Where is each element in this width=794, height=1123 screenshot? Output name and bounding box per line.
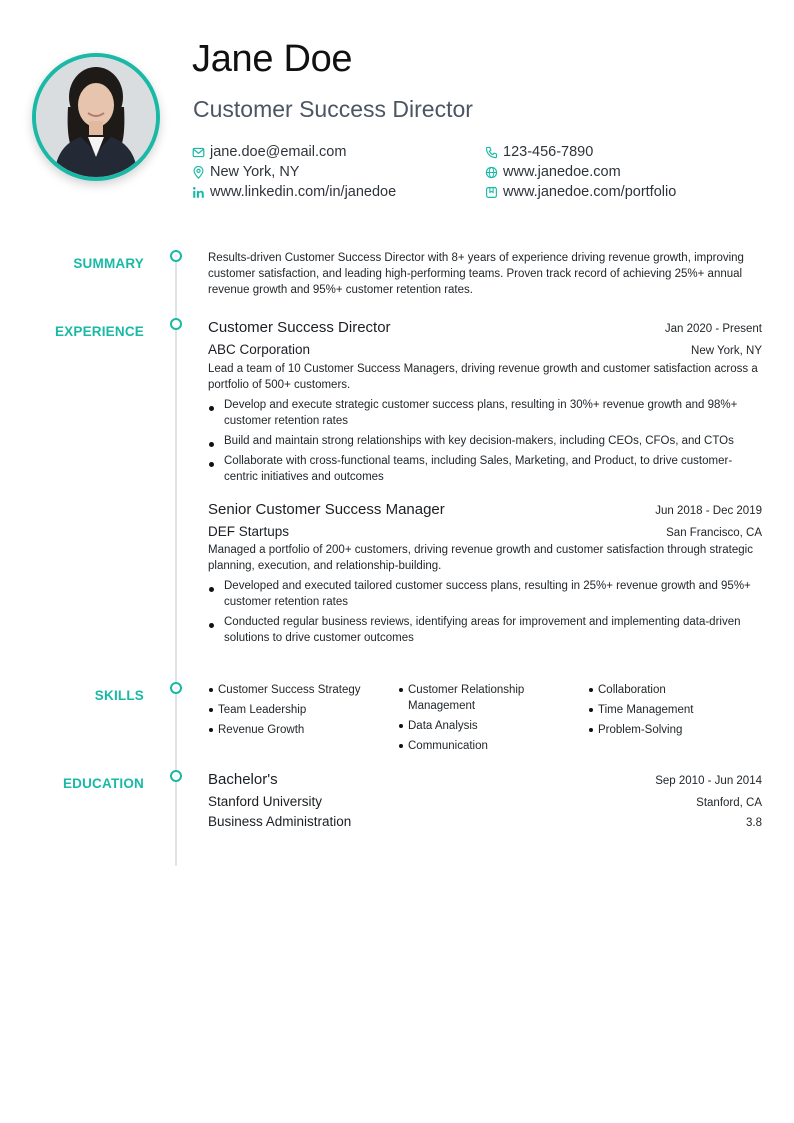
experience-section (208, 319, 762, 646)
linkedin-icon (192, 186, 205, 199)
location-text: New York, NY (210, 164, 300, 180)
timeline-dot-experience (170, 318, 182, 330)
job-location: New York, NY (691, 345, 762, 357)
job-title: Customer Success Director (208, 319, 391, 336)
job-company: DEF Startups (208, 524, 290, 539)
job-description: Managed a portfolio of 200+ customers, driving revenue growth and customer satisfaction through strategic planning, execution, and relationship-building. (208, 544, 753, 572)
skill-item: Collaboration (588, 682, 762, 698)
candidate-name: Jane Doe (192, 38, 353, 80)
job-title: Senior Customer Success Manager (208, 501, 445, 518)
job-dates: Jun 2018 - Dec 2019 (655, 505, 762, 517)
education-section (208, 771, 762, 829)
list-item: Conducted regular business reviews, identifying areas for improvement and implementing data-driven solutions to drive customer outcomes (208, 614, 762, 646)
contact-email[interactable] (192, 142, 346, 162)
list-item: Build and maintain strong relationships with key decision-makers, including CEOs, CFOs, and CTOs (208, 433, 762, 449)
section-label-education: EDUCATION (62, 776, 144, 791)
job-location: San Francisco, CA (666, 527, 762, 539)
section-label-skills: SKILLS (94, 688, 144, 703)
section-label-experience: EXPERIENCE (54, 324, 144, 339)
job-bullets (208, 578, 762, 646)
skill-item: Customer Relationship Management (398, 682, 548, 714)
skill-item: Time Management (588, 702, 762, 718)
website-text: www.janedoe.com (503, 164, 621, 180)
timeline-dot-skills (170, 682, 182, 694)
timeline-dot-summary (170, 250, 182, 262)
avatar (36, 57, 156, 177)
list-item: Develop and execute strategic customer success plans, resulting in 30%+ revenue growth and 98%+ customer retention rates (208, 397, 762, 429)
section-label-summary: SUMMARY (73, 256, 144, 271)
contact-location (192, 162, 299, 182)
list-item: Developed and executed tailored customer success plans, resulting in 25%+ revenue growth and 95%+ customer retention rates (208, 578, 762, 610)
skills-section (208, 682, 762, 758)
summary-text: Results-driven Customer Success Director with 8+ years of experience driving revenue growth, improving customer satisfaction, and leading high-performing teams. Proven track record of achieving 25%+ annual revenue growth and 95%+ customer retention rates. (208, 252, 744, 296)
job-company: ABC Corporation (208, 342, 311, 357)
job-description: Lead a team of 10 Customer Success Managers, driving revenue growth and customer satisfaction across a portfolio of 500+ customers. (208, 363, 758, 391)
portfolio-text: www.janedoe.com/portfolio (503, 184, 677, 200)
phone-icon (485, 146, 498, 159)
mail-icon (192, 146, 205, 159)
contact-portfolio[interactable] (485, 182, 676, 202)
timeline-dot-education (170, 770, 182, 782)
degree: Bachelor's (208, 771, 278, 788)
skill-item: Revenue Growth (208, 722, 398, 738)
summary-section (208, 250, 762, 298)
phone-text: 123-456-7890 (503, 144, 594, 160)
email-text: jane.doe@email.com (210, 144, 347, 160)
gpa: 3.8 (746, 817, 762, 829)
job-bullets (208, 397, 762, 485)
job-entry (208, 319, 762, 485)
skill-item: Team Leadership (208, 702, 398, 718)
job-entry (208, 501, 762, 646)
skills-column (588, 682, 762, 758)
skill-item: Communication (398, 738, 588, 754)
linkedin-text: www.linkedin.com/in/janedoe (210, 184, 397, 200)
profile-photo (32, 53, 160, 181)
skill-item: Problem-Solving (588, 722, 762, 738)
contact-website[interactable] (485, 162, 621, 182)
map-pin-icon (192, 166, 205, 179)
skills-column (398, 682, 588, 758)
globe-icon (485, 166, 498, 179)
field-of-study: Business Administration (208, 814, 352, 829)
bookmark-icon (485, 186, 498, 199)
skills-column (208, 682, 398, 758)
job-dates: Jan 2020 - Present (664, 323, 762, 335)
candidate-title: Customer Success Director (193, 96, 473, 122)
skill-item: Data Analysis (398, 718, 588, 734)
skill-item: Customer Success Strategy (208, 682, 398, 698)
contact-linkedin[interactable] (192, 182, 396, 202)
school-name: Stanford University (208, 794, 323, 809)
school-location: Stanford, CA (696, 797, 762, 809)
list-item: Collaborate with cross-functional teams, including Sales, Marketing, and Product, to drive customer-centric initiatives and outcomes (208, 453, 762, 485)
education-dates: Sep 2010 - Jun 2014 (655, 775, 762, 787)
contact-phone[interactable] (485, 142, 593, 162)
